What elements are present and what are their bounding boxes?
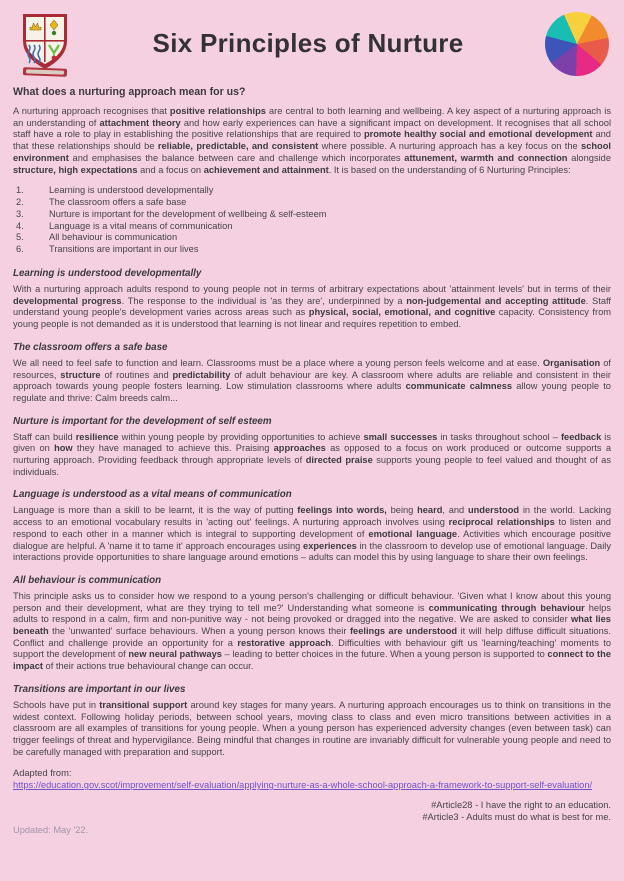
section-body: We all need to feel safe to function and learn. Classrooms must be a place where a young person feels welcome and at ease. Organisation of resources, structure of routines and predictability of adult behaviour are key. A classroom where adults are reliable and consistent in their approach towards young people fosters learning. Low stimulation classrooms where adults communicate calmness allow young people to regulate and thrive: Calm breeds calm... [13,357,612,403]
hashtag-article3: #Article3 - Adults must do what is best for me. [422,811,611,822]
section-body: With a nurturing approach adults respond to young people not in terms of arbitrary expectations about 'attainment levels' but in terms of their developmental progress. The response to the individual is 'as they are', underpinned by a non-judgemental and accepting attitude. Staff understand young people's development varies across areas such as physical, social, emotional, and cognitive capacity. Consistency from young people is not demanded as it is understood that learning is not linear and requires repetition to embed. [13,284,612,330]
principles-list [13,185,611,256]
principle-item-1 [13,185,611,197]
section-learning-developmentally [13,268,611,331]
principle-item-5 [13,232,611,244]
principle-item-6 [13,244,611,256]
section-heading: Transitions are important in our lives [13,683,186,695]
principle-number: 4. [16,220,24,231]
principle-text: Learning is understood developmentally [49,185,214,196]
principle-number: 1. [16,185,24,196]
section-nurture-self-esteem [13,416,611,479]
school-crest-logo [19,11,71,81]
principle-text: Nurture is important for the development of wellbeing & self-esteem [49,208,327,219]
updated-date: Updated: May '22. [13,825,89,836]
principle-item-2 [13,197,611,209]
section-heading: Nurture is important for the development of self esteem [13,415,272,427]
principle-number: 3. [16,208,24,219]
section-body: Staff can build resilience within young people by providing opportunities to achieve small successes in tasks throughout school – feedback is given on how they have managed to achieve this. Praising approaches as opposed to a focus on work produced or outcome supports a nurturing approach. Providing feedback through appropriate levels of directed praise supports young people to feel valued and thought of as individuals. [13,431,612,477]
principle-number: 2. [16,197,24,208]
section-heading: Learning is understood developmentally [13,268,202,279]
principle-item-3 [13,209,611,221]
intro-heading: What does a nurturing approach mean for us? [13,86,246,98]
principle-text: All behaviour is communication [49,232,178,243]
hashtag-article28: #Article28 - I have the right to an education. [431,799,611,810]
section-body: Schools have put in transitional support around key stages for many years. A nurturing approach encourages us to think on transitions in the widest context. Following holiday periods, between school years, moving class to class and even micro transitions between activities in a classroom are all examples of transitions for young people. When a young person has experienced adversity changes (even between task) can trigger feelings of threat and hypervigilance. Being mindful that changes in routine are invariably difficult for vulnerable young people and need to be carefully managed with preparation and support. [13,699,611,757]
rights-hashtags [13,800,611,823]
section-heading: Language is understood as a vital means of communication [13,489,292,501]
adapted-from-block [13,768,611,791]
section-behaviour-communication [13,575,611,673]
principle-number: 5. [16,232,24,243]
principle-text: The classroom offers a safe base [49,197,187,208]
source-link[interactable]: https://education.gov.scot/improvement/self-evaluation/applying-nurture-as-a-whole-school-approach-a-framework-to-support-self-evaluation/ [13,780,593,791]
nurture-principles-wheel [545,12,609,76]
adapted-from-label: Adapted from: [13,768,72,779]
section-heading: All behaviour is communication [13,574,162,586]
principle-item-4 [13,221,611,233]
principle-text: Transitions are important in our lives [49,244,199,255]
section-body: This principle asks us to consider how we respond to a young person's challenging or difficult behaviour. 'Given what I know about this young person and their development, what are they trying to tell me?' Understanding what someone is communicating through behaviour helps adults to respond in a calm, firm and non-punitive way - not being provoked or dragged into the negative. We are asked to consider what lies beneath the 'unwanted' surface behaviours. When a young person knows their feelings are understood it will help diffuse difficult situations. Conflict and challenge provide an opportunity for a restorative approach. Difficulties with behaviour gift us 'learning/teaching' moments to support the development of new neural pathways – leading to better choices in the future. When a young person is supported to connect to the impact of their actions true behavioural change can occur. [13,590,612,672]
section-classroom-safe-base [13,342,611,405]
section-language-communication [13,489,611,564]
intro-paragraph: A nurturing approach recognises that positive relationships are central to both learning and wellbeing. A key aspect of a nurturing approach is an understanding of attachment theory and how early experiences can have a significant impact on development. It recognises that all school staff have a role to play in establishing the positive relationships that are required to promote healthy social and emotional development and that these relationships should be reliable, predictable, and consistent where possible. A nurturing approach has a key focus on the school environment and emphasises the balance between care and challenge which incorporates attunement, warmth and connection alongside structure, high expectations and a focus on achievement and attainment. It is based on the understanding of 6 Nurturing Principles: [13,106,612,175]
section-body: Language is more than a skill to be learnt, it is the way of putting feelings into words, being heard, and understood in the world. Lacking access to an emotional vocabulary results in 'acting out' feelings. A nurturing approach involves using reciprocal relationships to listen and respond to each other in a manner which is integral to supporting development of emotional language. Activities which encourage positive dialogue are helpful. A 'name it to tame it' approach encourages using experiences in the classroom to develop use of emotional language. Daily interactions provide opportunities to share language around emotions – adults can model this by using language to share their own feelings. [13,505,612,563]
principle-number: 6. [16,244,24,255]
section-heading: The classroom offers a safe base [13,341,168,353]
page-header [13,0,611,86]
page-title: Six Principles of Nurture [152,27,464,58]
section-transitions [13,684,611,759]
principle-text: Language is a vital means of communication [49,220,233,231]
